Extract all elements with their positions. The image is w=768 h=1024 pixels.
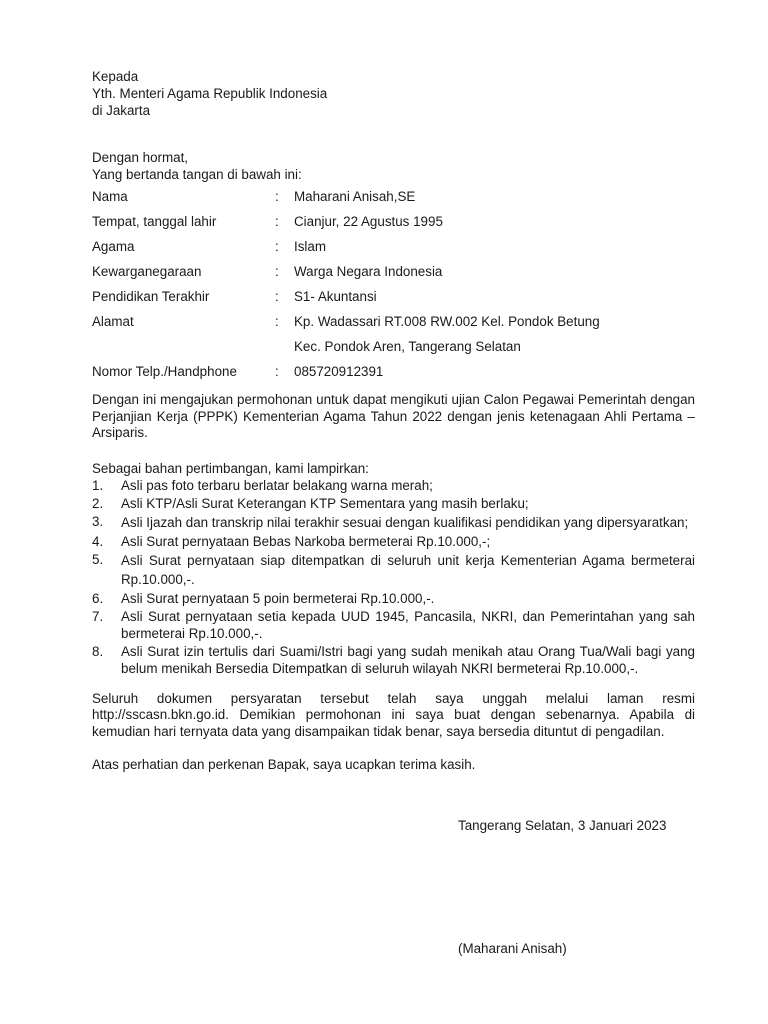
list-item xyxy=(92,477,695,494)
info-value: S1- Akuntansi xyxy=(294,289,377,304)
list-number: 5. xyxy=(92,551,104,567)
addressee-line-2: Yth. Menteri Agama Republik Indonesia xyxy=(92,86,328,101)
request-paragraph: Dengan ini mengajukan permohonan untuk dapat mengikuti ujian Calon Pegawai Pemerintah dengan Perjanjian Kerja (PPPK) Kementerian Agama Tahun 2022 dengan jenis ketenagaan Ahli Pertama – Arsiparis. xyxy=(92,392,695,440)
info-label: Tempat, tanggal lahir xyxy=(92,214,217,229)
info-colon: : xyxy=(275,289,279,304)
list-text: Asli Surat pernyataan Bebas Narkoba bermeterai Rp.10.000,-; xyxy=(121,533,491,549)
list-item xyxy=(92,513,695,532)
info-value: Warga Negara Indonesia xyxy=(294,264,443,279)
info-label: Nomor Telp./Handphone xyxy=(92,364,237,379)
info-row-citizenship xyxy=(92,263,695,280)
info-label: Agama xyxy=(92,239,135,254)
list-item xyxy=(92,608,695,642)
signature-name: (Maharani Anisah) xyxy=(458,941,567,956)
info-row-birth xyxy=(92,213,695,230)
list-text: Asli Ijazah dan transkrip nilai terakhir sesuai dengan kualifikasi pendidikan yang dipersyaratkan; xyxy=(121,514,689,530)
list-text: Asli Surat pernyataan 5 poin bermeterai Rp.10.000,-. xyxy=(121,590,435,606)
info-row-phone xyxy=(92,363,695,380)
info-row-religion xyxy=(92,238,695,255)
attachments-intro: Sebagai bahan pertimbangan, kami lampirkan: xyxy=(92,460,369,476)
list-number: 4. xyxy=(92,533,104,549)
list-text: Asli pas foto terbaru berlatar belakang warna merah; xyxy=(121,477,433,493)
info-value: Cianjur, 22 Agustus 1995 xyxy=(294,214,443,229)
list-item xyxy=(92,590,695,607)
closing-line: Atas perhatian dan perkenan Bapak, saya ucapkan terima kasih. xyxy=(92,757,476,772)
info-colon: : xyxy=(275,214,279,229)
addressee-line-3: di Jakarta xyxy=(92,103,151,118)
info-colon: : xyxy=(275,264,279,279)
list-number: 8. xyxy=(92,643,104,659)
greeting: Dengan hormat, xyxy=(92,150,189,165)
info-label: Pendidikan Terakhir xyxy=(92,289,210,304)
list-item xyxy=(92,495,695,512)
list-number: 1. xyxy=(92,477,104,493)
addressee-block xyxy=(92,68,695,119)
list-number: 7. xyxy=(92,608,104,624)
list-item xyxy=(92,533,695,550)
list-text: Asli Surat pernyataan siap ditempatkan di seluruh unit kerja Kementerian Agama bermeterai Rp.10.000,-. xyxy=(121,552,695,587)
attachments-list xyxy=(92,477,695,677)
info-colon: : xyxy=(275,364,279,379)
list-item xyxy=(92,551,695,589)
place-date: Tangerang Selatan, 3 Januari 2023 xyxy=(458,818,667,833)
info-colon: : xyxy=(275,189,279,204)
attachments-section xyxy=(92,460,695,677)
info-label: Kewarganegaraan xyxy=(92,264,202,279)
list-item xyxy=(92,643,695,677)
list-number: 3. xyxy=(92,513,104,529)
letter-body xyxy=(92,68,695,773)
info-label: Nama xyxy=(92,189,128,204)
list-number: 6. xyxy=(92,590,104,606)
info-value: Maharani Anisah,SE xyxy=(294,189,416,204)
info-row-name xyxy=(92,188,695,205)
address-line-2: Kec. Pondok Aren, Tangerang Selatan xyxy=(294,339,521,354)
list-number: 2. xyxy=(92,495,104,511)
intro-line: Yang bertanda tangan di bawah ini: xyxy=(92,167,302,182)
applicant-info xyxy=(92,188,695,380)
info-value: Islam xyxy=(294,239,326,254)
info-colon: : xyxy=(275,239,279,254)
list-text: Asli KTP/Asli Surat Keterangan KTP Sementara yang masih berlaku; xyxy=(121,495,529,511)
list-text: Asli Surat pernyataan setia kepada UUD 1945, Pancasila, NKRI, dan Pemerintahan yang sah bermeterai Rp.10.000,-. xyxy=(121,608,695,641)
info-row-education xyxy=(92,288,695,305)
greeting-block xyxy=(92,149,695,183)
statement-paragraph: Seluruh dokumen persyaratan tersebut telah saya unggah melalui laman resmi http://sscasn.bkn.go.id. Demikian permohonan ini saya buat dengan sebenarnya. Apabila di kemudian hari ternyata data yang disampaikan tidak benar, saya bersedia dituntut di pengadilan. xyxy=(92,690,695,739)
info-value xyxy=(294,313,695,355)
list-text: Asli Surat izin tertulis dari Suami/Istri bagi yang sudah menikah atau Orang Tua/Wali bagi yang belum menikah Bersedia Ditempatkan di seluruh wilayah NKRI bermeterai Rp.10.000,-. xyxy=(121,643,695,676)
addressee-line-1: Kepada xyxy=(92,69,139,84)
info-row-address xyxy=(92,313,695,355)
info-colon: : xyxy=(275,314,279,329)
address-line-1: Kp. Wadassari RT.008 RW.002 Kel. Pondok Betung xyxy=(294,314,600,329)
info-value: 085720912391 xyxy=(294,364,384,379)
info-label: Alamat xyxy=(92,314,134,329)
